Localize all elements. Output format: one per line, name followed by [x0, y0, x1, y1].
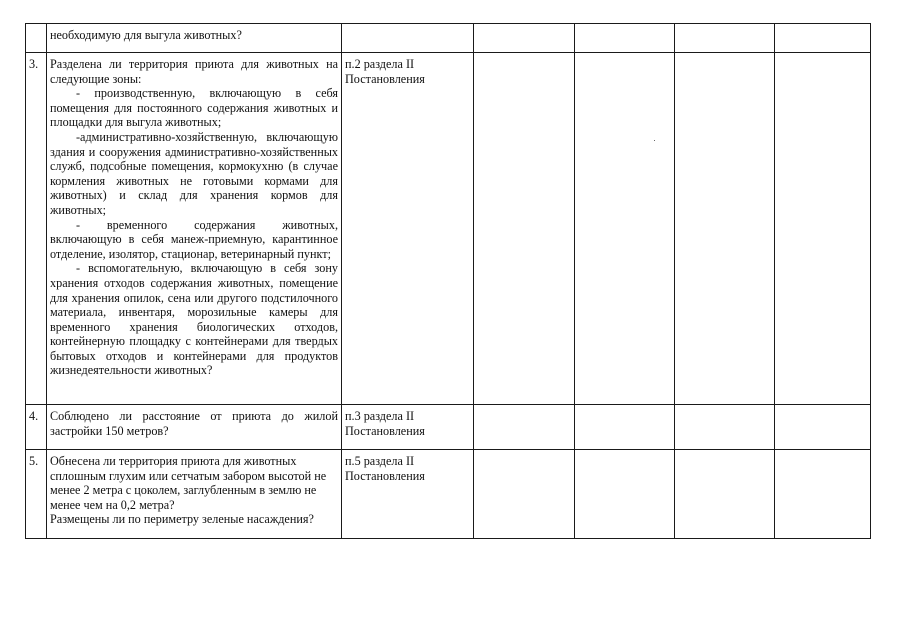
table-row: [26, 405, 871, 450]
answer-cell: [474, 24, 575, 53]
reference-line: п.2 раздела II: [345, 57, 415, 71]
question-cell: [47, 405, 342, 450]
answer-cell: [775, 53, 871, 405]
question-text: - временного содержания животных, включающую в себя манеж-приемную, карантинное отделение, изолятор, стационар, ветеринарный пункт;: [50, 217, 338, 261]
answer-cell: [675, 405, 775, 450]
reference-cell: [342, 53, 474, 405]
reference-cell: [342, 24, 474, 53]
reference-line: п.3 раздела II: [345, 409, 415, 423]
reference-line: п.5 раздела II: [345, 454, 415, 468]
answer-cell: [575, 450, 675, 539]
row-number: [26, 24, 47, 53]
scan-speck: [654, 140, 655, 141]
answer-cell: [775, 450, 871, 539]
row-number: 5.: [26, 450, 47, 539]
question-text: - производственную, включающую в себя помещения для постоянного содержания животных и площадки для выгула животных;: [50, 86, 338, 130]
question-text: Обнесена ли территория приюта для животных сплошным глухим или сетчатым забором высотой не менее 2 метра с цоколем, заглубленным в землю не менее чем на 0,2 метра?: [50, 454, 327, 512]
question-cell: [47, 53, 342, 405]
table-row: [26, 450, 871, 539]
answer-cell: [675, 450, 775, 539]
checklist-table: [25, 23, 871, 539]
question-cell: [47, 450, 342, 539]
table-row: [26, 53, 871, 405]
answer-cell: [775, 405, 871, 450]
reference-line: Постановления: [345, 468, 425, 483]
answer-cell: [575, 53, 675, 405]
answer-cell: [575, 405, 675, 450]
table-row: [26, 24, 871, 53]
reference-cell: [342, 405, 474, 450]
question-text: -административно-хозяйственную, включающую здания и сооружения административно-хозяйственных служб, подсобные помещения, кормокухню (в случае кормления животных не готовыми кормами для животных) и склад для хранения кормов для животных;: [50, 129, 338, 217]
answer-cell: [474, 405, 575, 450]
question-text: Разделена ли территория приюта для животных на следующие зоны:: [50, 57, 338, 86]
answer-cell: [474, 53, 575, 405]
answer-cell: [474, 450, 575, 539]
reference-line: Постановления: [345, 71, 425, 86]
row-number: 4.: [26, 405, 47, 450]
question-text: необходимую для выгула животных?: [50, 28, 242, 42]
question-cell: [47, 24, 342, 53]
reference-line: Постановления: [345, 423, 425, 438]
answer-cell: [675, 24, 775, 53]
question-text: - вспомогательную, включающую в себя зону хранения отходов содержания животных, помещение для хранения опилок, сена или другого подстилочного материала, инвентаря, морозильные камеры для временного хранения биологических отходов, контейнерную площадку с контейнерами для твердых бытовых отходов и контейнерами для продуктов жизнедеятельности животных?: [50, 261, 338, 378]
row-number: 3.: [26, 53, 47, 405]
answer-cell: [575, 24, 675, 53]
answer-cell: [675, 53, 775, 405]
question-text: Соблюдено ли расстояние от приюта до жилой застройки 150 метров?: [50, 409, 338, 438]
reference-cell: [342, 450, 474, 539]
answer-cell: [775, 24, 871, 53]
question-text: Размещены ли по периметру зеленые насаждения?: [50, 512, 314, 527]
